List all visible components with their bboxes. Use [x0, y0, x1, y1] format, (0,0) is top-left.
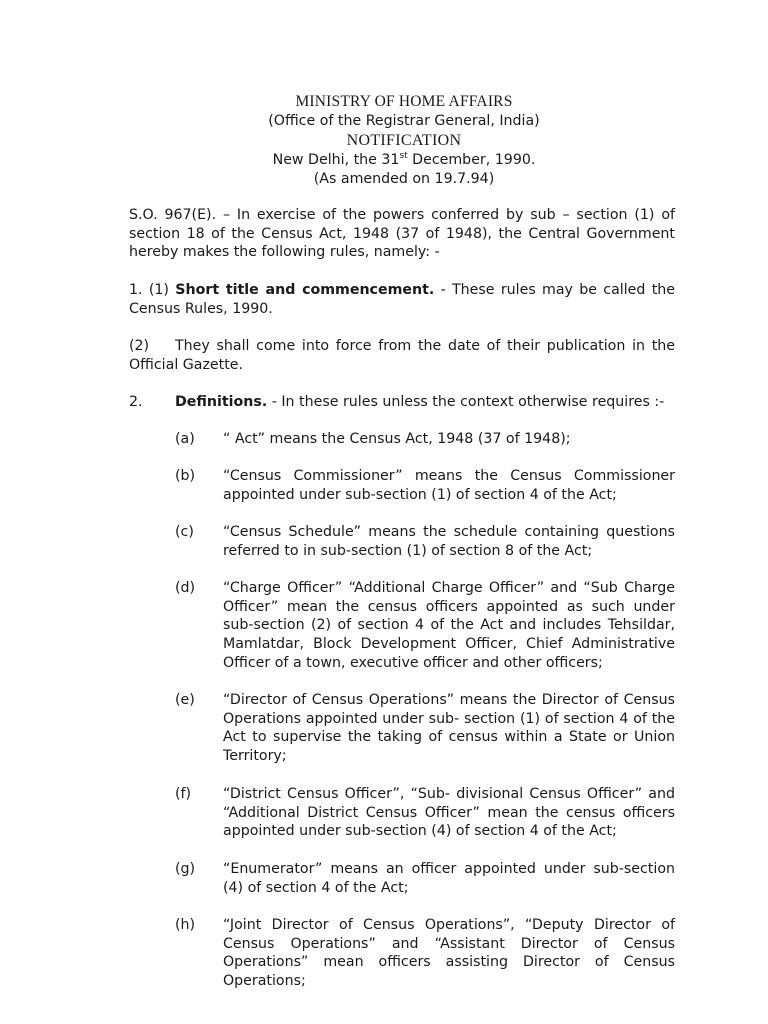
rule-2-text: - In these rules unless the context otherwise requires :- — [267, 394, 665, 410]
definition-label: (h) — [175, 917, 196, 933]
rule-1-2-text: They shall come into force from the date of their publication in the Official Gazette. — [129, 338, 675, 373]
definition-text: “District Census Officer”, “Sub- divisional Census Officer” and “Additional District Census Officer” mean the census officers appointed under sub-section (4) of section 4 of the Act; — [223, 786, 675, 840]
definition-text: “Joint Director of Census Operations”, “Deputy Director of Census Operations” and “Assistant Director of Census Operations” mean officers assisting Director of Census Operations; — [223, 917, 675, 990]
notification-title: NOTIFICATION — [346, 132, 462, 149]
date-suffix: December, 1990. — [407, 151, 536, 168]
preamble-paragraph: S.O. 967(E). – In exercise of the powers conferred by sub – section (1) of section 18 of the Census Act, 1948 (37 of 1948), the Central Government hereby makes the following rules, namely: - — [129, 207, 675, 261]
rule-2-heading-wrap — [175, 393, 664, 412]
definition-text: “ Act” means the Census Act, 1948 (37 of 1948); — [223, 431, 571, 447]
definition-label: (c) — [175, 524, 194, 540]
rule-1-2-paragraph — [129, 337, 675, 374]
definition-text: “Census Schedule” means the schedule containing questions referred to in sub-section (1) of section 8 of the Act; — [223, 524, 675, 559]
rule-2-heading: Definitions. — [175, 394, 268, 410]
rule-1-2-number: (2) — [129, 338, 150, 354]
definition-label: (g) — [175, 861, 196, 877]
rule-1-heading: Short title and commencement. — [175, 282, 435, 298]
date-line — [0, 151, 768, 171]
definition-text: “Enumerator” means an officer appointed under sub-section (4) of section 4 of the Act; — [223, 861, 675, 896]
definition-label: (f) — [175, 786, 192, 802]
ministry-title: MINISTRY OF HOME AFFAIRS — [295, 93, 513, 110]
definition-label: (b) — [175, 468, 196, 484]
document-header — [0, 92, 768, 190]
definition-label: (e) — [175, 692, 195, 708]
rule-1-paragraph — [129, 281, 675, 318]
definition-text: “Director of Census Operations” means the Director of Census Operations appointed under sub- section (1) of section 4 of the Act to supervise the taking of census within a State or Union Territory; — [223, 692, 675, 765]
rule-1-number: 1. (1) — [129, 282, 169, 298]
definition-label: (a) — [175, 431, 195, 447]
definition-text: “Census Commissioner” means the Census Commissioner appointed under sub-section (1) of section 4 of the Act; — [223, 468, 675, 503]
rule-1-text: - These rules may be called the Census Rules, 1990. — [129, 282, 676, 317]
definition-text: “Charge Officer” “Additional Charge Officer” and “Sub Charge Officer” mean the census officers appointed as such under sub-section (2) of section 4 of the Act and includes Tehsildar, Mamlatdar, Block Development Officer, Chief Administrative Officer of a town, executive officer and other officers; — [223, 580, 675, 671]
definition-label: (d) — [175, 580, 196, 596]
date-prefix: New Delhi, the 31 — [272, 151, 400, 168]
amended-line: (As amended on 19.7.94) — [313, 171, 495, 187]
rule-2-number: 2. — [129, 394, 143, 410]
office-subtitle: (Office of the Registrar General, India) — [268, 112, 540, 129]
date-superscript: st — [399, 150, 408, 161]
